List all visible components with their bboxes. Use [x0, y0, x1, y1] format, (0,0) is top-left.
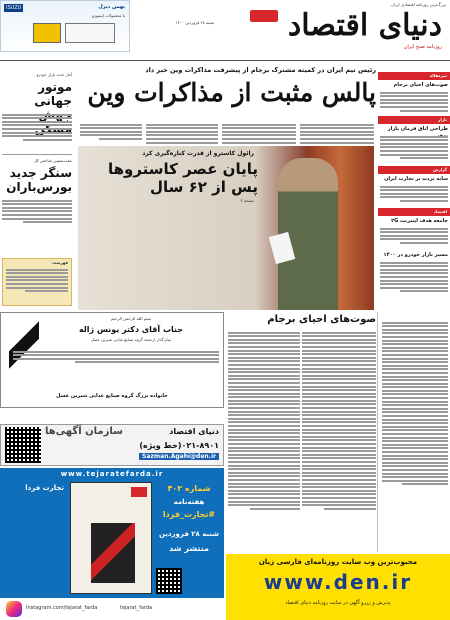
headline-text-col2 [222, 122, 296, 145]
condolence-footer: خانواده بزرگ گروه صنایع غذایی شیرین عسل [56, 393, 168, 399]
right-text3 [380, 184, 448, 204]
condolence-verse: بسم الله الرحمن الرحیم [110, 316, 152, 321]
ad-agency-email: Sazman.Agahi@den.ir [139, 453, 219, 460]
right-lower-text [382, 320, 448, 487]
left-index-title: فهرست [52, 260, 68, 265]
left-story2-kicker: عقب‌نشینی شاخص کل [33, 158, 72, 163]
ad-agency-box [0, 424, 224, 466]
article-col2 [228, 330, 300, 511]
masthead-subtitle: روزنامه صبح ایران [403, 44, 442, 50]
website-ad-url: www.den.ir [263, 570, 413, 594]
right-title5: مسیر بازار خودرو در ۱۴۰۰ [383, 252, 448, 258]
instagram-icon [6, 601, 22, 617]
left-divider [2, 154, 72, 155]
headline-text-col1 [300, 122, 374, 145]
qr-code [5, 427, 41, 463]
tejarat-logo: تجارت فردا [25, 484, 64, 492]
logo: دنیای اقتصاد [287, 8, 442, 43]
left-story1-kicker: آمار جدید بازار خودرو [36, 72, 72, 77]
right-title2: طراحی اتاق فرمان بازار [387, 126, 448, 132]
right-title3: سایه تردید بر تجارت ایران [384, 176, 448, 182]
right-text4 [380, 226, 448, 246]
website-ad [226, 554, 450, 620]
right-section1: سرمقاله [378, 72, 450, 80]
article-col1 [302, 330, 376, 511]
condolence-name: جناب آقای دکتر یونس ژاله [78, 325, 184, 334]
tejarat-date: شنبه ۲۸ فروردین [158, 530, 220, 538]
condolence-text [13, 349, 219, 365]
truck-image [33, 23, 61, 43]
ad-agency-brand: دنیای اقتصاد [169, 427, 219, 436]
condolence-role: بنیان‌گذار ارجمند گروه صنایع غذایی شیرین عسل [90, 337, 172, 342]
right-title4: جامعه هدف اینترنت ۲G [391, 218, 448, 224]
right-section2: بازار [378, 116, 450, 124]
main-photo [78, 146, 374, 310]
tejarat-status: منتشر شد [169, 544, 209, 553]
headline-text-col4 [80, 122, 142, 142]
right-text1 [380, 90, 448, 113]
condolence-ad [0, 312, 224, 408]
left-index-lines [6, 267, 68, 294]
left-story1-title: موتور جهانی [34, 80, 72, 108]
top-ad [0, 0, 130, 52]
left-story1-text [2, 112, 72, 142]
right-section3: گزارش [378, 166, 450, 174]
logo-badge [250, 10, 278, 22]
website-ad-title: محبوب‌ترین وب سایت روزنامه‌ای فارسی زبان [258, 558, 418, 566]
top-ad-subtitle: با محصولات ایسوزو [92, 13, 125, 18]
headline-block [78, 64, 378, 119]
right-text2 [380, 134, 448, 161]
photo-kicker: رائول کاسترو از قدرت کنار‌ه‌گیری کرد [142, 150, 254, 157]
photo-title: پایان عصر کاستروها پس از ۶۲ سال [107, 160, 258, 196]
tejarat-type: هفته‌نامه [173, 498, 205, 506]
headline-text-col3 [146, 122, 218, 145]
cover-red-block [131, 487, 147, 497]
instagram-handle: tejarat_farda [120, 605, 153, 611]
tejarat-ad [0, 468, 224, 620]
left-story2-title: سنگر جدید بورس‌باران [6, 166, 72, 194]
article-divider [377, 312, 378, 552]
right-text5 [380, 260, 448, 294]
top-ad-title: بهمن دیزل [98, 4, 125, 10]
ad-agency-phone: ۰۲۱-۸۹۰۱(خط ویژه) [139, 441, 219, 450]
tejarat-qr [156, 568, 182, 594]
cover-illustration [91, 523, 135, 583]
bus-image [65, 23, 115, 43]
website-ad-footer: پذیرش و رزرو آگهی در سایت روزنامه دنیای اقتصاد [285, 600, 391, 606]
left-column [0, 72, 74, 310]
headline-title: پالس مثبت از مذاکرات وین [87, 78, 376, 107]
top-tagline: بزرگ‌ترین روزنامه اقتصادی ایران [391, 2, 446, 7]
tejarat-issue: شماره ۴۰۲ [167, 484, 211, 493]
photo-page-ref: صفحه ۳ [240, 198, 254, 203]
right-section4: اقتصاد [378, 208, 450, 216]
isuzu-logo: ISUZU [6, 5, 22, 11]
right-title1: صوت‌های احیای برجام [393, 82, 448, 88]
right-lower-column [380, 312, 450, 552]
instagram-bar [0, 598, 224, 620]
magazine-cover [70, 482, 152, 594]
tejarat-url: www.tejaratefarda.ir [60, 470, 164, 478]
left-story2-text [2, 198, 72, 225]
ad-agency-label: سازمان آگهی‌ها [45, 426, 123, 437]
masthead-rule [0, 60, 450, 61]
instagram-url: Instagram.com/tejarat_farda [26, 605, 98, 611]
article-title: صوت‌های احیای برجام [267, 314, 376, 325]
tejarat-brand: #تجارت_فردا [162, 510, 216, 519]
date-line: شنبه ۲۸ فروردین ۱۴۰۰ [175, 20, 214, 25]
left-index-box [2, 258, 72, 306]
right-column [378, 72, 450, 310]
headline-kicker: رئیس تیم ایران در کمیته مشترک برجام از پیشرفت مذاکرات وین خبر داد [145, 66, 376, 74]
